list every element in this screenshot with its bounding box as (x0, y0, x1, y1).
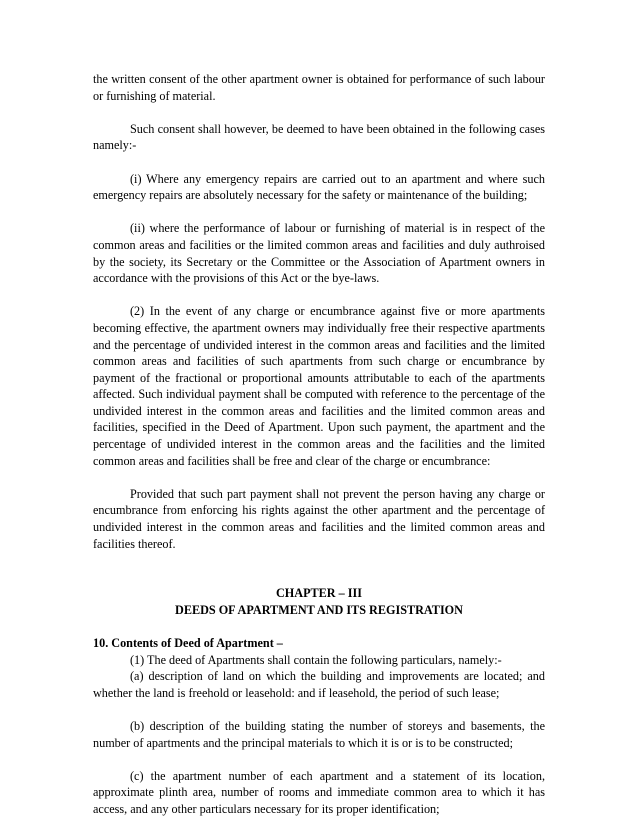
paragraph-common-areas-labour: (ii) where the performance of labour or furnishing of material is in respect of the common areas and facilities or the limited common areas and facilities and duly authroised by the society, its Secretary or the Committee or the Association of Apartment owners in accordance with the provisions of this Act or the bye-laws. (93, 221, 545, 286)
section-intro: (1) The deed of Apartments shall contain the following particulars, namely:- (130, 652, 502, 667)
chapter-title: DEEDS OF APARTMENT AND ITS REGISTRATION (175, 602, 463, 617)
paragraph-charge-encumbrance: (2) In the event of any charge or encumbrance against five or more apartments becoming effective, the apartment owners may individually free their respective apartments and the percentage of undivided interest in the common areas and facilities and the limited common areas and facilities of such apartments from such charge or encumbrance by payment of the fractional or proportional amounts attributable to each of the apartments affected. Such individual payment shall be computed with reference to the percentage of the undivided interest in the common areas and facilities and the limited common areas and facilities, specified in the Deed of Apartment. Upon such payment, the apartment and the percentage of undivided interest in the common areas and the facilities and the limited common areas and facilities shall be free and clear of the charge or encumbrance: (93, 304, 545, 468)
paragraph-consent-deemed: Such consent shall however, be deemed to have been obtained in the following cases namely:- (93, 121, 545, 153)
document-page (93, 71, 545, 834)
paragraph-written-consent: the written consent of the other apartment owner is obtained for performance of such labour or furnishing of material. (93, 72, 545, 103)
clause-c: (c) the apartment number of each apartment and a statement of its location, approximate plinth area, number of rooms and immediate common area to which it has access, and any other particulars necessary for its proper identification; (93, 768, 545, 816)
clause-b: (b) description of the building stating the number of storeys and basements, the number of apartments and the principal materials to which it is or is to be constructed; (93, 718, 545, 750)
section-heading: 10. Contents of Deed of Apartment – (93, 636, 283, 650)
chapter-heading (93, 585, 545, 618)
clause-a: (a) description of land on which the building and improvements are located; and whether the land is freehold or leasehold: and if leasehold, the period of such lease; (93, 669, 545, 700)
paragraph-proviso: Provided that such part payment shall not prevent the person having any charge or encumbrance from enforcing his rights against the other apartment and the percentage of undivided interest in the common areas and facilities and the limited common areas and facilities thereof. (93, 486, 545, 551)
chapter-number: CHAPTER – III (275, 586, 362, 601)
paragraph-emergency-repairs: (i) Where any emergency repairs are carried out to an apartment and where such emergency repairs are absolutely necessary for the safety or maintenance of the building; (93, 171, 545, 203)
